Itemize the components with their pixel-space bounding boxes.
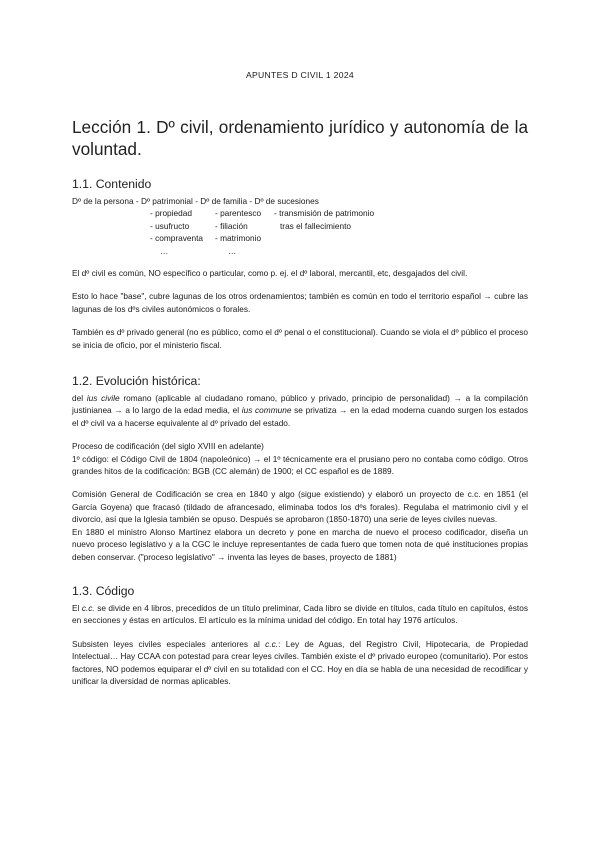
abbreviation: c.c.	[81, 602, 95, 613]
outline-ellipsis: …	[228, 245, 237, 256]
outline-item: - matrimonio	[215, 233, 262, 244]
outline-item: - propiedad	[150, 208, 192, 219]
lesson-title: Lección 1. Dº civil, ordenamiento jurídico y autonomía de la voluntad.	[72, 117, 528, 159]
paragraph: del ius civile romano (aplicable al ciudadano romano, público y privado, principio de personalidad) → a la compilación justinianea → a lo largo de la edad media, el ius commune se privatiza → en la edad moderna cuando surgen los estados el dº civil va a hacerse equivalente al dº privado del estado.	[72, 393, 528, 428]
outline-item: - usufructo	[150, 220, 190, 231]
paragraph: Subsisten leyes civiles especiales anteriores al c.c.: Ley de Aguas, del Registro Civil, Hipotecaria, de Propiedad Intelectual… Hay CCAA con potestad para crear leyes civiles. También existe el dº privado europeo (comunitario). Por estos factores, NO podemos equiparar el dº civil en su totalidad con el CC. Hoy en día se habla de una necesidad de recodificar y unificar la diversidad de normas aplicables.	[72, 638, 528, 686]
section-heading-codigo: 1.3. Código	[72, 583, 135, 598]
outline-row-branches: Dº de la persona - Dº patrimonial - Dº de familia - Dº de sucesiones	[72, 196, 319, 206]
paragraph: El c.c. se divide en 4 libros, precedidos de un título preliminar, Cada libro se divide en títulos, cada título en capítulos, éstos en secciones y éstas en artículos. El artículo es la mínima unidad del código. En total hay 1976 artículos.	[72, 602, 528, 626]
paragraph: 1º código: el Código Civil de 1804 (napoleónico) → el 1º técnicamente era el prusiano pero no contaba como código. Otros grandes hitos de la codificación: BGB (CC alemán) de 1900; el CC español es de 1889.	[72, 453, 528, 477]
outline-item: - transmisión de patrimonio	[274, 208, 375, 219]
paragraph: También es dº privado general (no es público, como el dº penal o el constitucional). Cuando se viola el dº público el proceso se inicia de oficio, por el ministerio fiscal.	[72, 327, 528, 350]
paragraph: En 1880 el ministro Alonso Martínez elabora un decreto y pone en marcha de nuevo el proceso codificador, diseña un nuevo proceso legislativo y a la CGC le incluye representantes de cada fuero que tomen nota de qué instituciones propias deben conservar. ("proceso legislativo" → inventa las leyes de bases, proyecto de 1881)	[72, 526, 528, 562]
paragraph: Esto lo hace "base", cubre lagunas de los otros ordenamientos; también es común en todo el territorio español → cubre las lagunas de los dºs civiles autonómicos o forales.	[72, 291, 528, 314]
outline-ellipsis: …	[160, 245, 169, 256]
section-heading-evolucion: 1.2. Evolución histórica:	[72, 374, 201, 389]
abbreviation: c.c.	[265, 638, 279, 649]
outline-item: - parentesco	[215, 208, 262, 219]
latin-term: ius civile	[86, 393, 120, 404]
document-body	[72, 116, 528, 687]
latin-term: ius commune	[241, 405, 292, 416]
section-heading-contenido: 1.1. Contenido	[72, 177, 152, 191]
page-header: APUNTES D CIVIL 1 2024	[245, 70, 355, 80]
paragraph: Proceso de codificación (del siglo XVIII en adelante)	[72, 441, 264, 452]
outline-item: - filiación	[215, 220, 248, 231]
outline-item: tras el fallecimiento	[280, 220, 352, 231]
paragraph: El dº civil es común, NO específico o particular, como p. ej. el dº laboral, mercantil, etc, desgajados del civil.	[72, 268, 468, 278]
content-outline	[72, 195, 528, 255]
outline-item: - compraventa	[150, 233, 204, 244]
paragraph: Comisión General de Codificación se crea en 1840 y algo (sigue existiendo) y elaboró un proyecto de c.c. en 1851 (el García Goyena) que fracasó (tildado de afrancesado, eliminaba todos los dºs forales). Regulaba el matrimonio civil y el divorcio, así que la Iglesia también se opuso. Después se aprobaron (1850-1870) una serie de leyes civiles nuevas.	[72, 489, 528, 525]
